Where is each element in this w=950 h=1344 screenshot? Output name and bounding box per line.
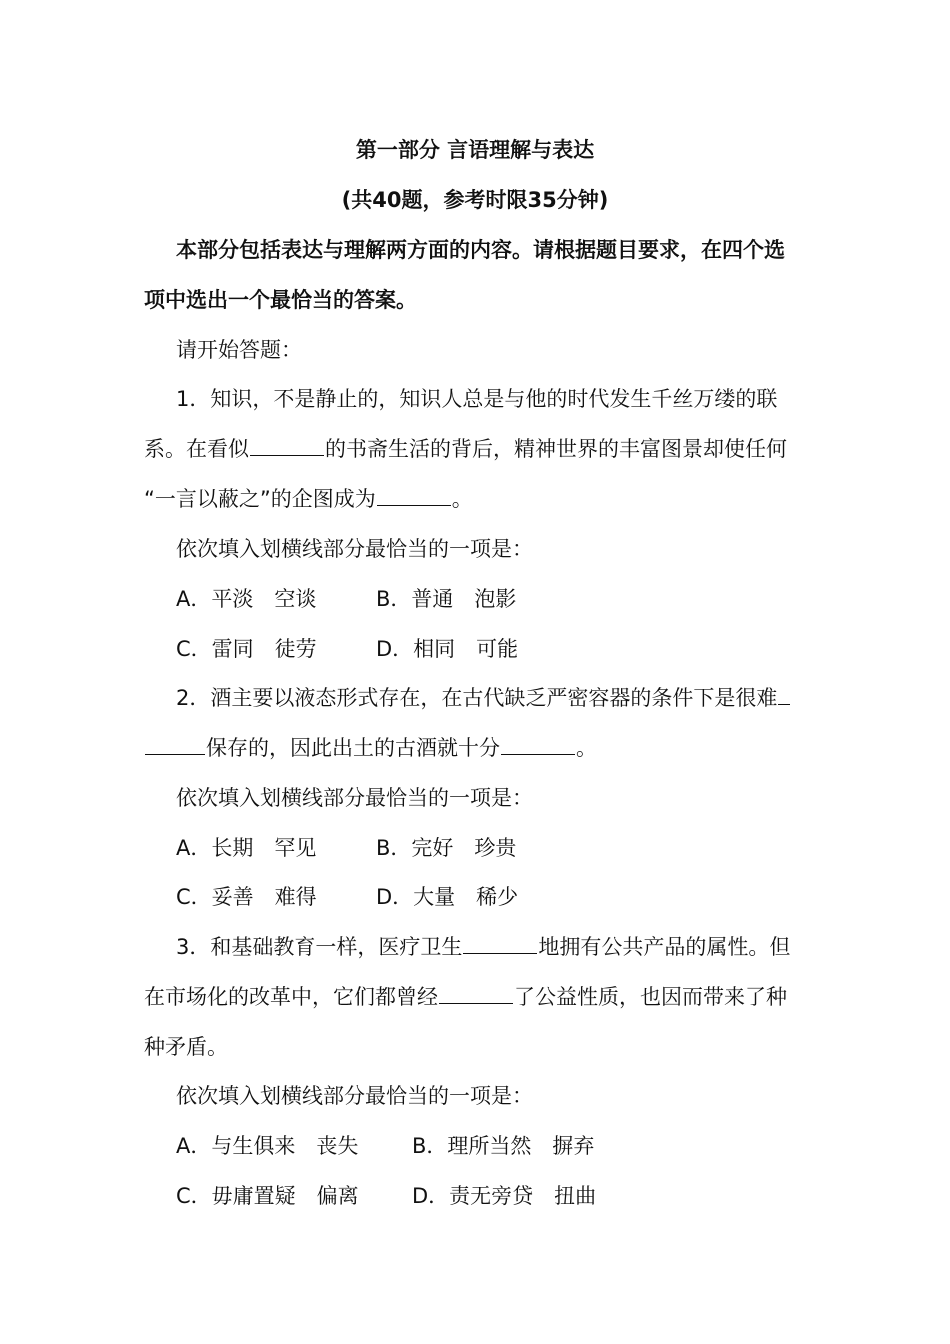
intro-line-1: 本部分包括表达与理解两方面的内容。请根据题目要求，在四个选 [176, 238, 785, 262]
section-title: 第一部分 言语理解与表达 [355, 138, 595, 162]
q3-line-1-text-a: 3．和基础教育一样，医疗卫生 [176, 935, 463, 959]
q3-line-1 [176, 922, 856, 972]
q1-line-2-text-a: 系。在看似 [144, 437, 249, 461]
q2-option-a[interactable]: A．长期 罕见 [176, 836, 317, 860]
q2-blank-1-start [778, 682, 790, 705]
q3-blank-1 [463, 931, 537, 954]
q3-option-a[interactable]: A．与生俱来 丧失 [176, 1134, 359, 1158]
q1-line-2 [144, 424, 824, 474]
q1-option-d[interactable]: D．相同 可能 [376, 637, 519, 661]
q2-blank-2 [501, 732, 575, 755]
q3-line-2-text-a: 在市场化的改革中，它们都曾经 [144, 985, 438, 1009]
q1-option-a[interactable]: A．平淡 空谈 [176, 587, 317, 611]
q1-line-1: 1．知识，不是静止的，知识人总是与他的时代发生千丝万缕的联 [176, 387, 778, 411]
q1-line-2-text-b: 的书斋生活的背后，精神世界的丰富图景却使任何 [325, 437, 787, 461]
q1-option-c[interactable]: C．雷同 徒劳 [176, 637, 317, 661]
q1-line-3-text-b: 。 [451, 487, 473, 511]
q3-prompt: 依次填入划横线部分最恰当的一项是： [176, 1084, 533, 1108]
q1-options-row-1 [176, 574, 856, 624]
start-prompt: 请开始答题： [176, 338, 302, 362]
q1-blank-1 [250, 433, 324, 456]
q3-option-d[interactable]: D．责无旁贷 扭曲 [412, 1184, 597, 1208]
q1-line-3 [144, 474, 824, 524]
q3-line-2-text-b: 了公益性质，也因而带来了种 [514, 985, 787, 1009]
q1-option-b[interactable]: B．普通 泡影 [376, 587, 517, 611]
q2-options-row-1 [176, 823, 856, 873]
q2-options-row-2 [176, 872, 856, 922]
q3-option-c[interactable]: C．毋庸置疑 偏离 [176, 1184, 359, 1208]
section-subtitle: (共40题，参考时限35分钟) [341, 188, 609, 212]
q1-line-3-text-a: “一言以蔽之”的企图成为 [144, 487, 376, 511]
q2-option-b[interactable]: B．完好 珍贵 [376, 836, 517, 860]
q3-option-b[interactable]: B．理所当然 摒弃 [412, 1134, 595, 1158]
q3-options-row-1 [176, 1121, 856, 1171]
q1-prompt: 依次填入划横线部分最恰当的一项是： [176, 537, 533, 561]
q2-line-2 [144, 723, 824, 773]
q3-line-2 [144, 972, 824, 1022]
q2-line-2-text-a: 保存的，因此出土的古酒就十分 [206, 736, 500, 760]
q3-options-row-2 [176, 1171, 856, 1221]
q2-prompt: 依次填入划横线部分最恰当的一项是： [176, 786, 533, 810]
q2-line-1 [176, 673, 856, 723]
q3-line-1-text-b: 地拥有公共产品的属性。但 [538, 935, 791, 959]
q1-options-row-2 [176, 624, 856, 674]
q2-option-c[interactable]: C．妥善 难得 [176, 885, 317, 909]
q2-line-2-text-b: 。 [576, 736, 597, 760]
intro-line-2: 项中选出一个最恰当的答案。 [144, 288, 417, 312]
q3-blank-2 [439, 981, 513, 1004]
q2-option-d[interactable]: D．大量 稀少 [376, 885, 519, 909]
q2-line-1-text-a: 2．酒主要以液态形式存在，在古代缺乏严密容器的条件下是很难 [176, 686, 778, 710]
q3-line-3: 种矛盾。 [144, 1035, 228, 1059]
q1-blank-2 [377, 483, 451, 506]
q2-blank-1-end [145, 732, 205, 755]
